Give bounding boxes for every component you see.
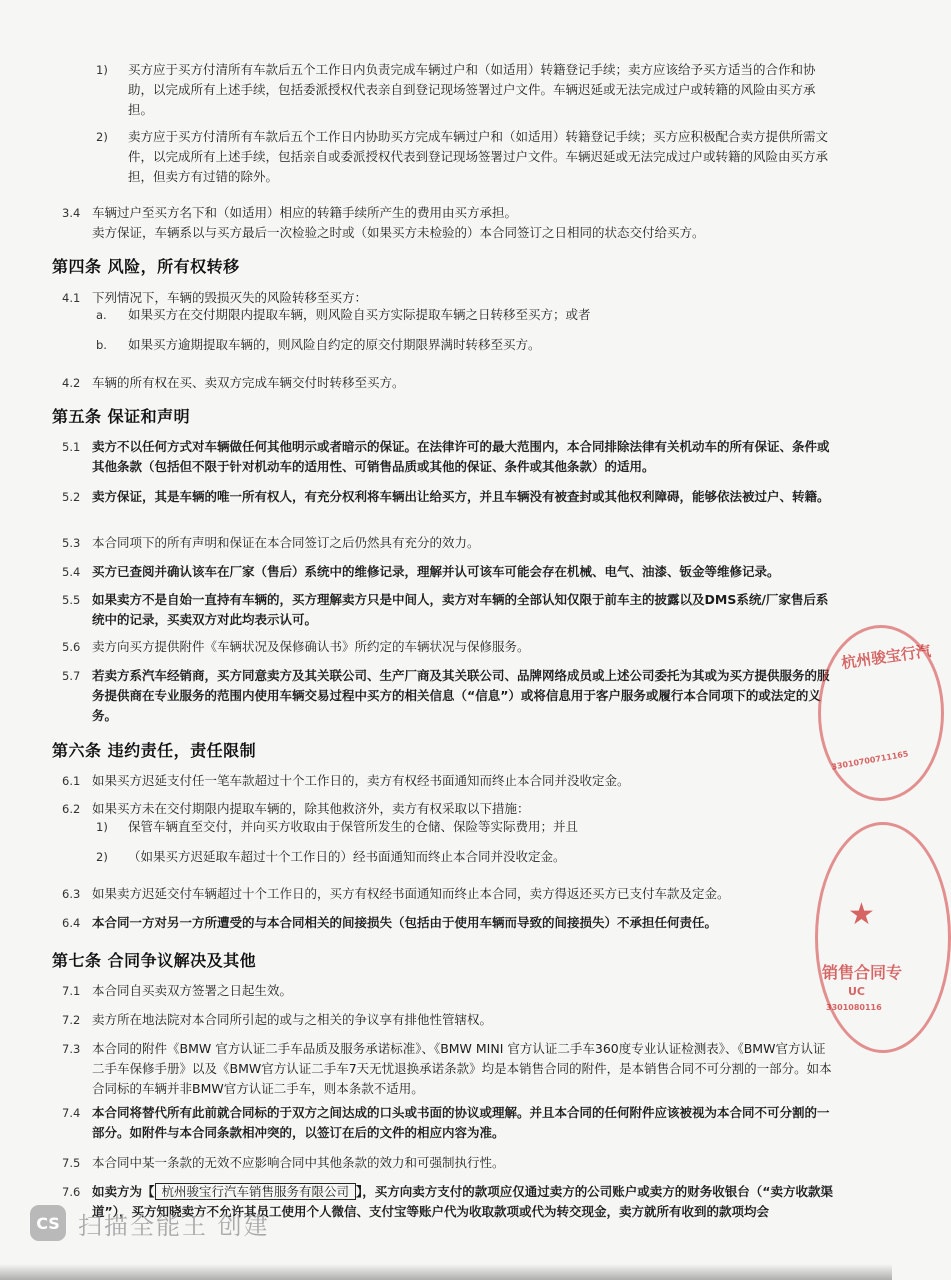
clause-text: 车辆的所有权在买、卖双方完成车辆交付时转移至买方。 xyxy=(92,375,405,390)
item-number: b. xyxy=(96,338,107,352)
clause-text: 如果卖方不是自始一直持有车辆的，买方理解卖方只是中间人，卖方对车辆的全部认知仅限于前车主的披露以及DMS系统/厂家售后系统中的记录，买卖双方对此均表示认可。 xyxy=(92,592,829,627)
scanner-watermark xyxy=(30,1203,270,1243)
company-name-box: 杭州骏宝行汽车销售服务有限公司 xyxy=(155,1183,357,1200)
seal-text: 杭州骏宝行汽 xyxy=(840,641,932,673)
clause-number: 5.4 xyxy=(62,565,81,579)
clause-text: 本合同的附件《BMW 官方认证二手车品质及服务承诺标准》、《BMW MINI 官方认证二手车360度专业认证检测表》、《BMW官方认证二手车保修手册》以及《BMW官方认证二手车7天无忧退换承诺条款》均是本销售合同的附件，是本销售合同不可分割的一部分。如本合同标的车辆并非BMW官方认证二手车，则本条款不适用。 xyxy=(92,1041,832,1096)
clause-text: 车辆过户至买方名下和（如适用）相应的转籍手续所产生的费用由买方承担。 xyxy=(92,205,518,220)
item-number: 1) xyxy=(96,63,108,77)
seal-suffix: UC xyxy=(848,985,866,998)
clause-text-pre: 如卖方为【 xyxy=(92,1184,155,1199)
clause-number: 5.6 xyxy=(62,640,81,654)
clause-number: 7.4 xyxy=(62,1106,81,1120)
clause-number: 7.1 xyxy=(62,984,81,998)
item-number: a. xyxy=(96,308,107,322)
clause-number: 6.1 xyxy=(62,774,81,788)
seal-code: 33010700711165 xyxy=(830,749,910,772)
clause-number: 5.7 xyxy=(62,669,81,683)
clause-number: 5.2 xyxy=(62,490,81,504)
section-heading: 第五条 保证和声明 xyxy=(52,407,191,426)
clause-text: 本合同中某一条款的无效不应影响合同中其他条款的效力和可强制执行性。 xyxy=(92,1155,505,1170)
clause-number: 7.2 xyxy=(62,1013,81,1027)
clause-text: （如果买方迟延取车超过十个工作日的）经书面通知而终止本合同并没收定金。 xyxy=(128,849,566,864)
clause-text: 本合同自买卖双方签署之日起生效。 xyxy=(92,983,293,998)
clause-number: 7.3 xyxy=(62,1042,81,1056)
watermark-text: 扫描全能王 创建 xyxy=(78,1211,270,1240)
clause-number: 6.3 xyxy=(62,887,81,901)
clause-number: 6.2 xyxy=(62,802,81,816)
clause-text: 本合同项下的所有声明和保证在本合同签订之后仍然具有充分的效力。 xyxy=(92,535,480,550)
clause-text: 保管车辆直至交付，并向买方收取由于保管所发生的仓储、保险等实际费用；并且 xyxy=(128,819,579,834)
clause-text: 卖方保证，其是车辆的唯一所有权人，有充分权利将车辆出让给买方，并且车辆没有被查封或其他权利障碍，能够依法被过户、转籍。 xyxy=(92,489,830,504)
clause-text-post: 】，买方向卖方支付的款项应仅通过卖方的公司账户或卖方的财务收银台（“卖方收款渠道”），买方知晓卖方不允许其员工使用个人微信、支付宝等账户代为收取款项或代为转交现金，卖方就所有收到的款项均会 xyxy=(92,1184,833,1219)
company-seal-top xyxy=(818,625,944,801)
clause-text: 本合同一方对另一方所遭受的与本合同相关的间接损失（包括由于使用车辆而导致的间接损失）不承担任何责任。 xyxy=(92,915,718,930)
clause-text: 若卖方系汽车经销商，买方同意卖方及其关联公司、生产厂商及其关联公司、品牌网络成员或上述公司委托为其或为买方提供服务的服务提供商在专业服务的范围内使用车辆交易过程中买方的相关信息（“信息”）或将信息用于客户服务或履行本合同项下的或法定的义务。 xyxy=(92,668,830,723)
clause-text: 买方应于买方付清所有车款后五个工作日内负责完成车辆过户和（如适用）转籍登记手续；卖方应该给予买方适当的合作和协助，以完成所有上述手续，包括委派授权代表亲自到登记现场签署过户文件。车辆迟延或无法完成过户或转籍的风险由买方承担。 xyxy=(128,62,816,117)
seal-text: 销售合同专 xyxy=(822,963,903,982)
clause-number: 6.4 xyxy=(62,916,81,930)
section-heading: 第七条 合同争议解决及其他 xyxy=(52,951,257,970)
section-heading: 第六条 违约责任，责任限制 xyxy=(52,741,257,760)
scan-edge-shadow xyxy=(0,1264,892,1280)
clause-number: 4.2 xyxy=(62,376,81,390)
clause-text: 下列情况下，车辆的毁损灭失的风险转移至买方： xyxy=(92,290,368,305)
clause-number: 5.3 xyxy=(62,536,81,550)
clause-number: 4.1 xyxy=(62,291,81,305)
seal-code: 3301080116 xyxy=(826,1003,882,1012)
camscanner-logo-icon: CS xyxy=(30,1205,66,1241)
item-number: 2) xyxy=(96,130,108,144)
clause-text: 卖方应于买方付清所有车款后五个工作日内协助买方完成车辆过户和（如适用）转籍登记手续；买方应积极配合卖方提供所需文件，以完成所有上述手续，包括亲自或委派授权代表到登记现场签署过户文件。车辆迟延或无法完成过户或转籍的风险由买方承担，但卖方有过错的除外。 xyxy=(128,129,829,184)
clause-text: 卖方不以任何方式对车辆做任何其他明示或者暗示的保证。在法律许可的最大范围内，本合同排除法律有关机动车的所有保证、条件或其他条款（包括但不限于针对机动车的适用性、可销售品质或其他的保证、条件或其他条款）的适用。 xyxy=(92,439,830,474)
contract-seal-bottom xyxy=(815,822,951,1053)
clause-text: 如果买方未在交付期限内提取车辆的，除其他救济外，卖方有权采取以下措施： xyxy=(92,801,530,816)
item-number: 2) xyxy=(96,850,108,864)
clause-number: 5.1 xyxy=(62,440,81,454)
clause-text: 卖方向买方提供附件《车辆状况及保修确认书》所约定的车辆状况与保修服务。 xyxy=(92,639,530,654)
clause-text: 如果买方迟延支付任一笔车款超过十个工作日的，卖方有权经书面通知而终止本合同并没收定金。 xyxy=(92,773,630,788)
clause-text: 本合同将替代所有此前就合同标的于双方之间达成的口头或书面的协议或理解。并且本合同的任何附件应该被视为本合同不可分割的一部分。如附件与本合同条款相冲突的，以签订在后的文件的相应内容为准。 xyxy=(92,1105,830,1140)
clause-number: 7.6 xyxy=(62,1185,81,1199)
clause-text: 卖方所在地法院对本合同所引起的或与之相关的争议享有排他性管辖权。 xyxy=(92,1012,493,1027)
item-number: 1) xyxy=(96,820,108,834)
clause-number: 7.5 xyxy=(62,1156,81,1170)
clause-text: 如果买方在交付期限内提取车辆，则风险自买方实际提取车辆之日转移至买方；或者 xyxy=(128,307,591,322)
clause-text: 如果卖方迟延交付车辆超过十个工作日的，买方有权经书面通知而终止本合同，卖方得返还买方已支付车款及定金。 xyxy=(92,886,730,901)
clause-text: 如果买方逾期提取车辆的，则风险自约定的原交付期限界满时转移至买方。 xyxy=(128,337,541,352)
section-heading: 第四条 风险，所有权转移 xyxy=(52,257,240,276)
clause-number: 5.5 xyxy=(62,593,81,607)
seal-star-icon: ★ xyxy=(848,897,875,932)
clause-number: 3.4 xyxy=(62,206,81,220)
clause-text: 买方已查阅并确认该车在厂家（售后）系统中的维修记录，理解并认可该车可能会存在机械、电气、油漆、钣金等维修记录。 xyxy=(92,564,780,579)
clause-text: 卖方保证，车辆系以与买方最后一次检验之时或（如果买方未检验的）本合同签订之日相同的状态交付给买方。 xyxy=(92,225,705,240)
